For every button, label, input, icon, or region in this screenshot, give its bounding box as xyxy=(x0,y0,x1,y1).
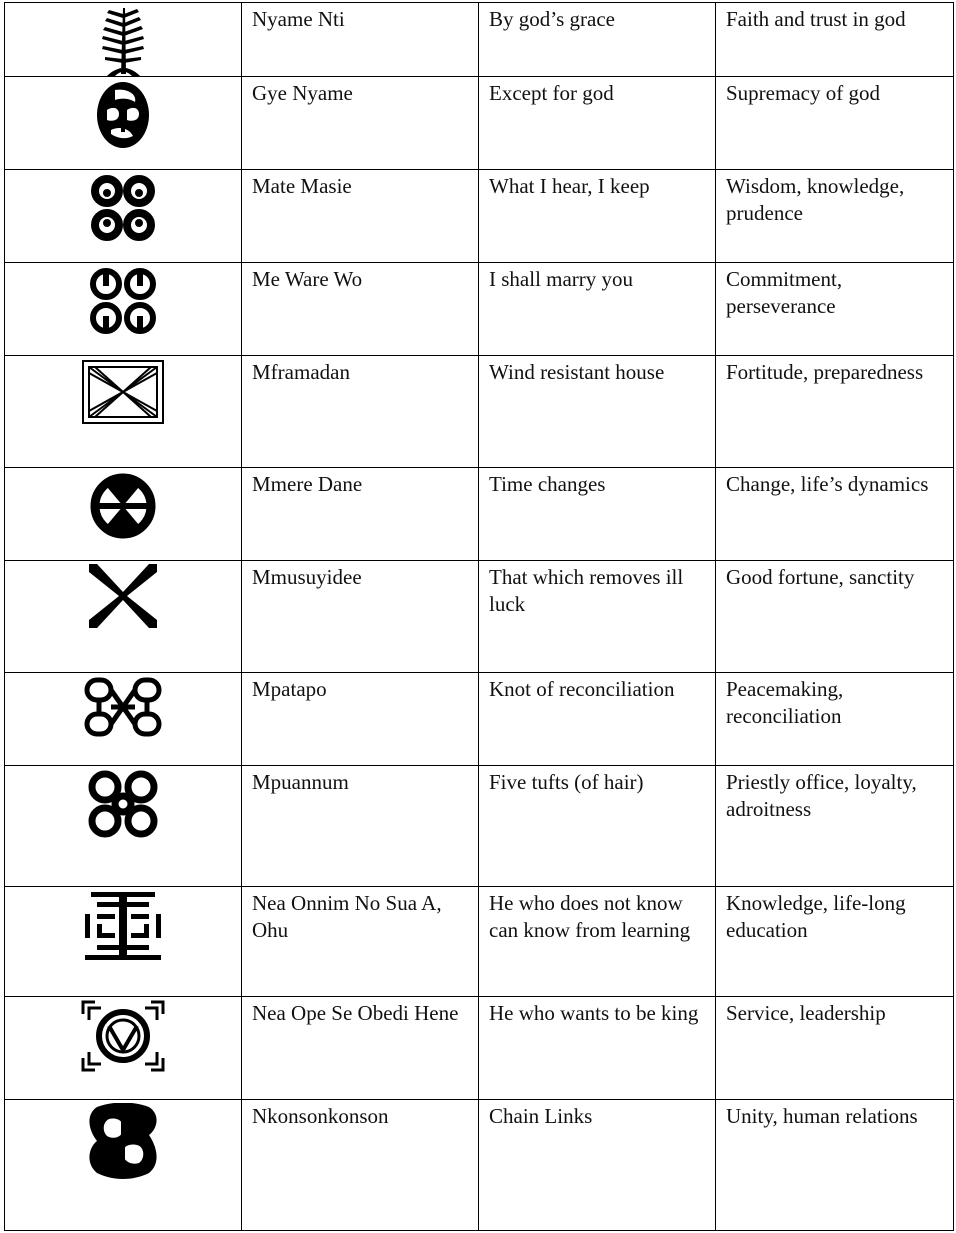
mframadan-icon xyxy=(81,359,165,425)
table-row xyxy=(5,673,954,766)
symbolic-meaning: Supremacy of god xyxy=(716,77,954,170)
nea-ope-se-obedi-hene-icon xyxy=(81,1000,165,1072)
literal-meaning: Chain Links xyxy=(479,1100,716,1231)
literal-meaning: Knot of reconciliation xyxy=(479,673,716,766)
mpuannum-icon xyxy=(83,769,163,839)
table-row xyxy=(5,468,954,561)
literal-meaning: He who wants to be king xyxy=(479,997,716,1100)
symbolic-meaning: Good fortune, sanctity xyxy=(716,561,954,673)
symbolic-meaning: Change, life’s dynamics xyxy=(716,468,954,561)
adinkra-symbols-table xyxy=(4,2,954,1231)
symbol-name: Nyame Nti xyxy=(242,3,479,77)
nyame-nti-fern-icon xyxy=(93,6,153,76)
symbol-cell xyxy=(5,673,242,766)
mate-masie-icon xyxy=(87,173,159,243)
table-row xyxy=(5,561,954,673)
symbolic-meaning: Priestly office, loyalty, adroitness xyxy=(716,766,954,887)
table-row xyxy=(5,997,954,1100)
symbolic-meaning: Fortitude, preparedness xyxy=(716,356,954,468)
literal-meaning: By god’s grace xyxy=(479,3,716,77)
symbol-name: Gye Nyame xyxy=(242,77,479,170)
gye-nyame-icon xyxy=(93,80,153,150)
mmusuyidee-icon xyxy=(89,564,157,628)
literal-meaning: I shall marry you xyxy=(479,263,716,356)
symbol-name: Me Ware Wo xyxy=(242,263,479,356)
literal-meaning: Time changes xyxy=(479,468,716,561)
symbol-cell xyxy=(5,170,242,263)
symbol-cell xyxy=(5,3,242,77)
table-row xyxy=(5,766,954,887)
table-row xyxy=(5,356,954,468)
mpatapo-knot-icon xyxy=(83,676,163,738)
symbol-name: Mate Masie xyxy=(242,170,479,263)
nkonsonkonson-chain-icon xyxy=(87,1103,159,1179)
symbol-cell xyxy=(5,997,242,1100)
mmere-dane-icon xyxy=(88,471,158,541)
me-ware-wo-icon xyxy=(85,266,161,336)
symbol-name: Nea Ope Se Obedi Hene xyxy=(242,997,479,1100)
symbol-cell xyxy=(5,263,242,356)
literal-meaning: Wind resistant house xyxy=(479,356,716,468)
symbol-cell xyxy=(5,1100,242,1231)
symbol-name: Nea Onnim No Sua A, Ohu xyxy=(242,887,479,997)
symbol-cell xyxy=(5,561,242,673)
symbolic-meaning: Wisdom, knowledge, prudence xyxy=(716,170,954,263)
literal-meaning: Except for god xyxy=(479,77,716,170)
symbolic-meaning: Unity, human relations xyxy=(716,1100,954,1231)
literal-meaning: That which removes ill luck xyxy=(479,561,716,673)
table-row xyxy=(5,170,954,263)
symbol-name: Mframadan xyxy=(242,356,479,468)
symbol-cell xyxy=(5,766,242,887)
symbol-cell xyxy=(5,77,242,170)
symbolic-meaning: Service, leadership xyxy=(716,997,954,1100)
symbol-name: Mpatapo xyxy=(242,673,479,766)
symbol-cell xyxy=(5,356,242,468)
symbol-name: Nkonsonkonson xyxy=(242,1100,479,1231)
symbol-cell xyxy=(5,887,242,997)
symbolic-meaning: Commitment, perseverance xyxy=(716,263,954,356)
symbol-name: Mmusuyidee xyxy=(242,561,479,673)
table-row xyxy=(5,3,954,77)
symbolic-meaning: Knowledge, life-long education xyxy=(716,887,954,997)
symbolic-meaning: Peacemaking, reconciliation xyxy=(716,673,954,766)
table-row xyxy=(5,263,954,356)
literal-meaning: He who does not know can know from learning xyxy=(479,887,716,997)
literal-meaning: Five tufts (of hair) xyxy=(479,766,716,887)
symbol-name: Mmere Dane xyxy=(242,468,479,561)
symbolic-meaning: Faith and trust in god xyxy=(716,3,954,77)
table-row xyxy=(5,77,954,170)
table-row xyxy=(5,887,954,997)
symbol-cell xyxy=(5,468,242,561)
literal-meaning: What I hear, I keep xyxy=(479,170,716,263)
table-row xyxy=(5,1100,954,1231)
symbol-name: Mpuannum xyxy=(242,766,479,887)
nea-onnim-icon xyxy=(83,890,163,962)
